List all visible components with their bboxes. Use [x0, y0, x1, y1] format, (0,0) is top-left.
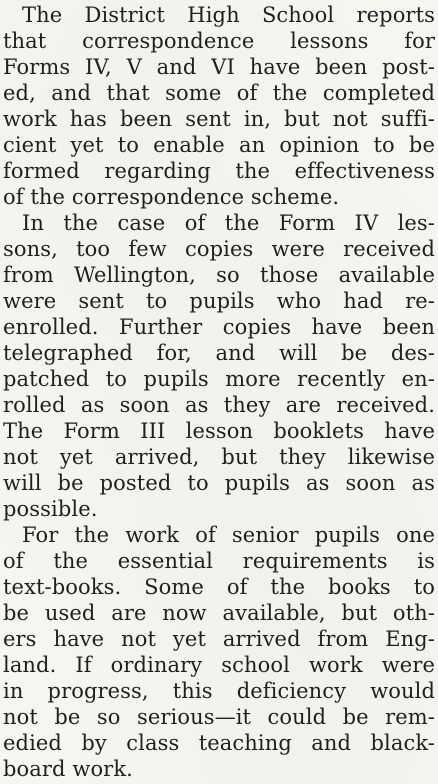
- text-line: of the correspondence scheme.: [3, 185, 340, 209]
- text-line: formed regarding the effectiveness: [3, 159, 435, 183]
- text-line: ed, and that some of the completed: [3, 81, 435, 105]
- text-line: The District High School reports: [22, 3, 435, 27]
- text-line: sons, too few copies were received: [3, 237, 435, 261]
- text-line: be used are now available, but oth-: [3, 601, 435, 625]
- text-line: in progress, this deficiency would: [3, 679, 435, 703]
- text-line: possible.: [3, 497, 98, 521]
- text-line: For the work of senior pupils one: [22, 523, 435, 547]
- text-line: that correspondence lessons for: [3, 29, 435, 53]
- text-line: not yet arrived, but they likewise: [3, 445, 435, 469]
- text-line: from Wellington, so those available: [3, 263, 435, 287]
- text-line: were sent to pupils who had re-: [3, 289, 435, 313]
- text-line: land. If ordinary school work were: [3, 653, 435, 677]
- text-line: edied by class teaching and black-: [3, 731, 435, 755]
- text-line: The Form III lesson booklets have: [3, 419, 435, 443]
- text-line: telegraphed for, and will be des-: [3, 341, 435, 365]
- text-line: Forms IV, V and VI have been post-: [3, 55, 435, 79]
- text-line: rolled as soon as they are received.: [3, 393, 435, 417]
- text-line: In the case of the Form IV les-: [22, 211, 435, 235]
- text-line: ers have not yet arrived from Eng-: [3, 627, 435, 651]
- text-line: will be posted to pupils as soon as: [3, 471, 435, 495]
- text-line: patched to pupils more recently en-: [3, 367, 435, 391]
- text-line: enrolled. Further copies have been: [3, 315, 435, 339]
- text-line: work has been sent in, but not suffi-: [3, 107, 435, 131]
- text-line: text-books. Some of the books to: [3, 575, 435, 599]
- text-line: of the essential requirements is: [3, 549, 435, 573]
- text-line: cient yet to enable an opinion to be: [3, 133, 435, 157]
- text-line: not be so serious—it could be rem-: [3, 705, 435, 729]
- text-line: board work.: [3, 757, 133, 781]
